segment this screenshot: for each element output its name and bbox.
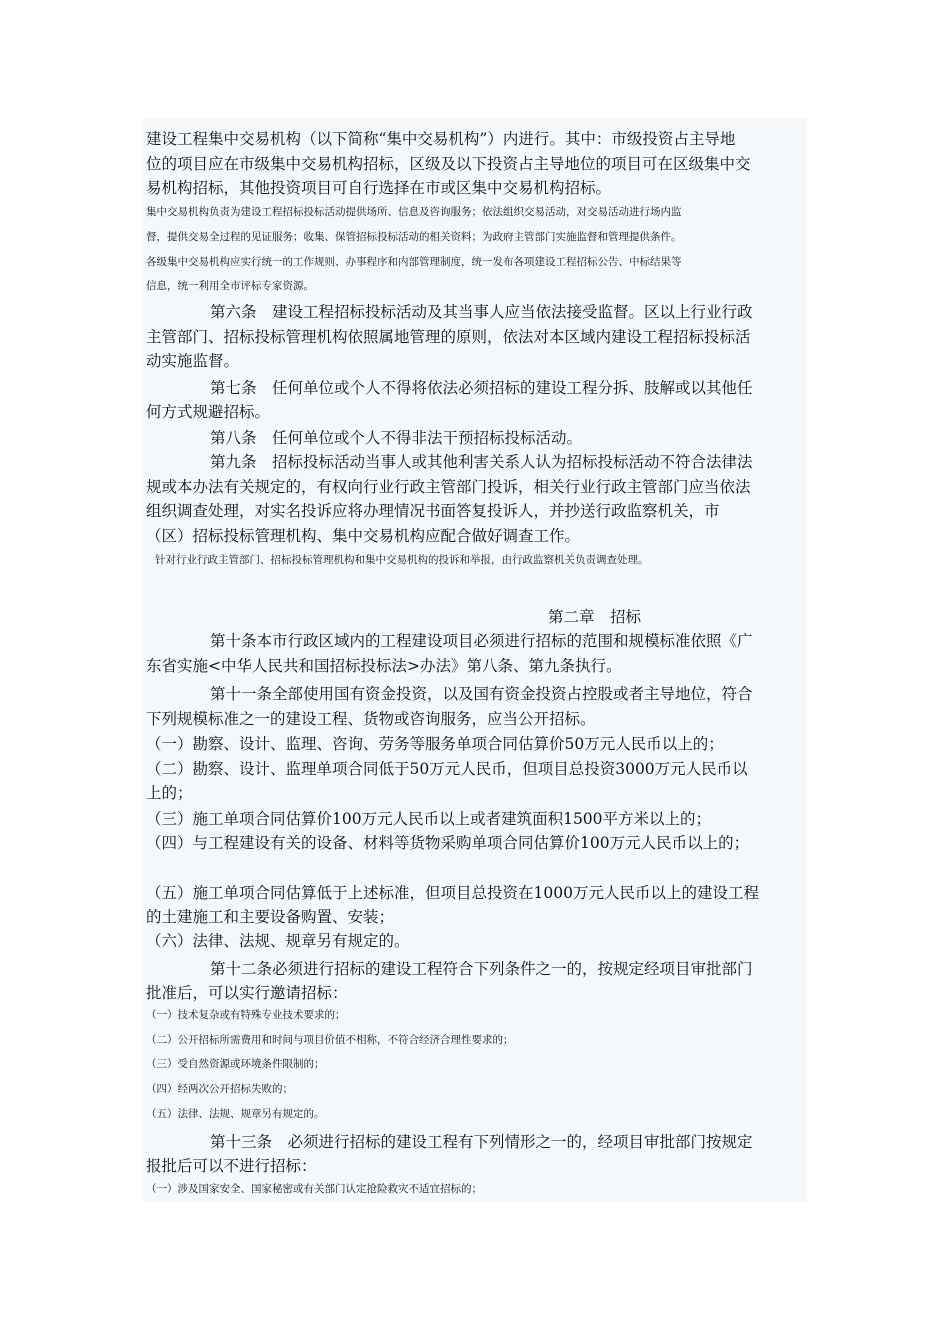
note-line: 信息，统一利用全市评标专家资源。	[146, 280, 314, 292]
list-item: （三）施工单项合同估算价100万元人民币以上或者建筑面积1500平方米以上的；	[146, 810, 712, 828]
list-item: 上的；	[146, 784, 193, 802]
text-line: 东省实施<中华人民共和国招标投标法>办法》第八条、第九条执行。	[146, 657, 622, 675]
list-item: （一）涉及国家安全、国家秘密或有关部门认定抢险救灾不适宜招标的；	[146, 1183, 482, 1195]
list-item: （四）与工程建设有关的设备、材料等货物采购单项合同估算价100万元人民币以上的；	[146, 834, 750, 852]
list-item: （一）勘察、设计、监理、咨询、劳务等服务单项合同估算价50万元人民币以上的；	[146, 735, 724, 753]
list-item: （二）公开招标所需费用和时间与项目价值不相称，不符合经济合理性要求的；	[146, 1034, 514, 1046]
note-line: 各级集中交易机构应实行统一的工作规则、办事程序和内部管理制度，统一发布各项建设工程招标公告、中标结果等	[146, 256, 682, 268]
text-line: 位的项目应在市级集中交易机构招标，区级及以下投资占主导地位的项目可在区级集中交	[146, 155, 751, 173]
article-12: 第十二条必须进行招标的建设工程符合下列条件之一的，按规定经项目审批部门	[210, 960, 753, 978]
article-8: 第八条 任何单位或个人不得非法干预招标投标活动。	[210, 429, 583, 447]
article-7: 第七条 任何单位或个人不得将依法必须招标的建设工程分拆、肢解或以其他任	[210, 379, 753, 397]
article-10: 第十条本市行政区域内的工程建设项目必须进行招标的范围和规模标准依照《广	[210, 632, 753, 650]
list-item: （五）施工单项合同估算低于上述标准，但项目总投资在1000万元人民币以上的建设工程	[146, 884, 759, 902]
text-line: 下列规模标准之一的建设工程、货物或咨询服务，应当公开招标。	[146, 710, 596, 728]
text-line: 批准后，可以实行邀请招标：	[146, 984, 348, 1002]
text-line: 建设工程集中交易机构（以下简称“集中交易机构”）内进行。其中：市级投资占主导地	[146, 130, 736, 148]
article-6: 第六条 建设工程招标投标活动及其当事人应当依法接受监督。区以上行业行政	[210, 303, 753, 321]
list-item: （一）技术复杂或有特殊专业技术要求的；	[146, 1009, 346, 1021]
list-item: （六）法律、法规、规章另有规定的。	[146, 932, 410, 950]
list-item: （三）受自然资源或环境条件限制的；	[146, 1058, 325, 1070]
chapter-heading: 第二章 招标	[548, 608, 642, 626]
article-13: 第十三条 必须进行招标的建设工程有下列情形之一的，经项目审批部门按规定	[210, 1133, 753, 1151]
list-item: （四）经两次公开招标失败的；	[146, 1083, 293, 1095]
list-item: （五）法律、法规、规章另有规定的。	[146, 1108, 325, 1120]
text-line: 主管部门、招标投标管理机构依照属地管理的原则，依法对本区域内建设工程招标投标活	[146, 328, 751, 346]
article-9: 第九条 招标投标活动当事人或其他利害关系人认为招标投标活动不符合法律法	[210, 453, 753, 471]
note-line: 集中交易机构负责为建设工程招标投标活动提供场所、信息及咨询服务；依法组织交易活动，对交易活动进行场内监	[146, 206, 682, 218]
note-line: 针对行业行政主管部门、招标投标管理机构和集中交易机构的投诉和举报，由行政监察机关负责调查处理。	[155, 554, 649, 566]
note-line: 督，提供交易全过程的见证服务；收集、保管招标投标活动的相关资料；为政府主管部门实施监督和管理提供条件。	[146, 231, 682, 243]
text-line: 组织调查处理，对实名投诉应将办理情况书面答复投诉人，并抄送行政监察机关，市	[146, 502, 720, 520]
text-line: 何方式规避招标。	[146, 403, 271, 421]
list-item: （二）勘察、设计、监理单项合同低于50万元人民币，但项目总投资3000万元人民币以	[146, 760, 748, 778]
article-11: 第十一条全部使用国有资金投资，以及国有资金投资占控股或者主导地位，符合	[210, 685, 753, 703]
text-line: （区）招标投标管理机构、集中交易机构应配合做好调查工作。	[146, 527, 581, 545]
list-item: 的土建施工和主要设备购置、安装；	[146, 908, 395, 926]
text-line: 报批后可以不进行招标：	[146, 1157, 317, 1175]
text-line: 规或本办法有关规定的，有权向行业行政主管部门投诉，相关行业行政主管部门应当依法	[146, 478, 751, 496]
text-line: 动实施监督。	[146, 352, 240, 370]
text-line: 易机构招标，其他投资项目可自行选择在市或区集中交易机构招标。	[146, 179, 612, 197]
